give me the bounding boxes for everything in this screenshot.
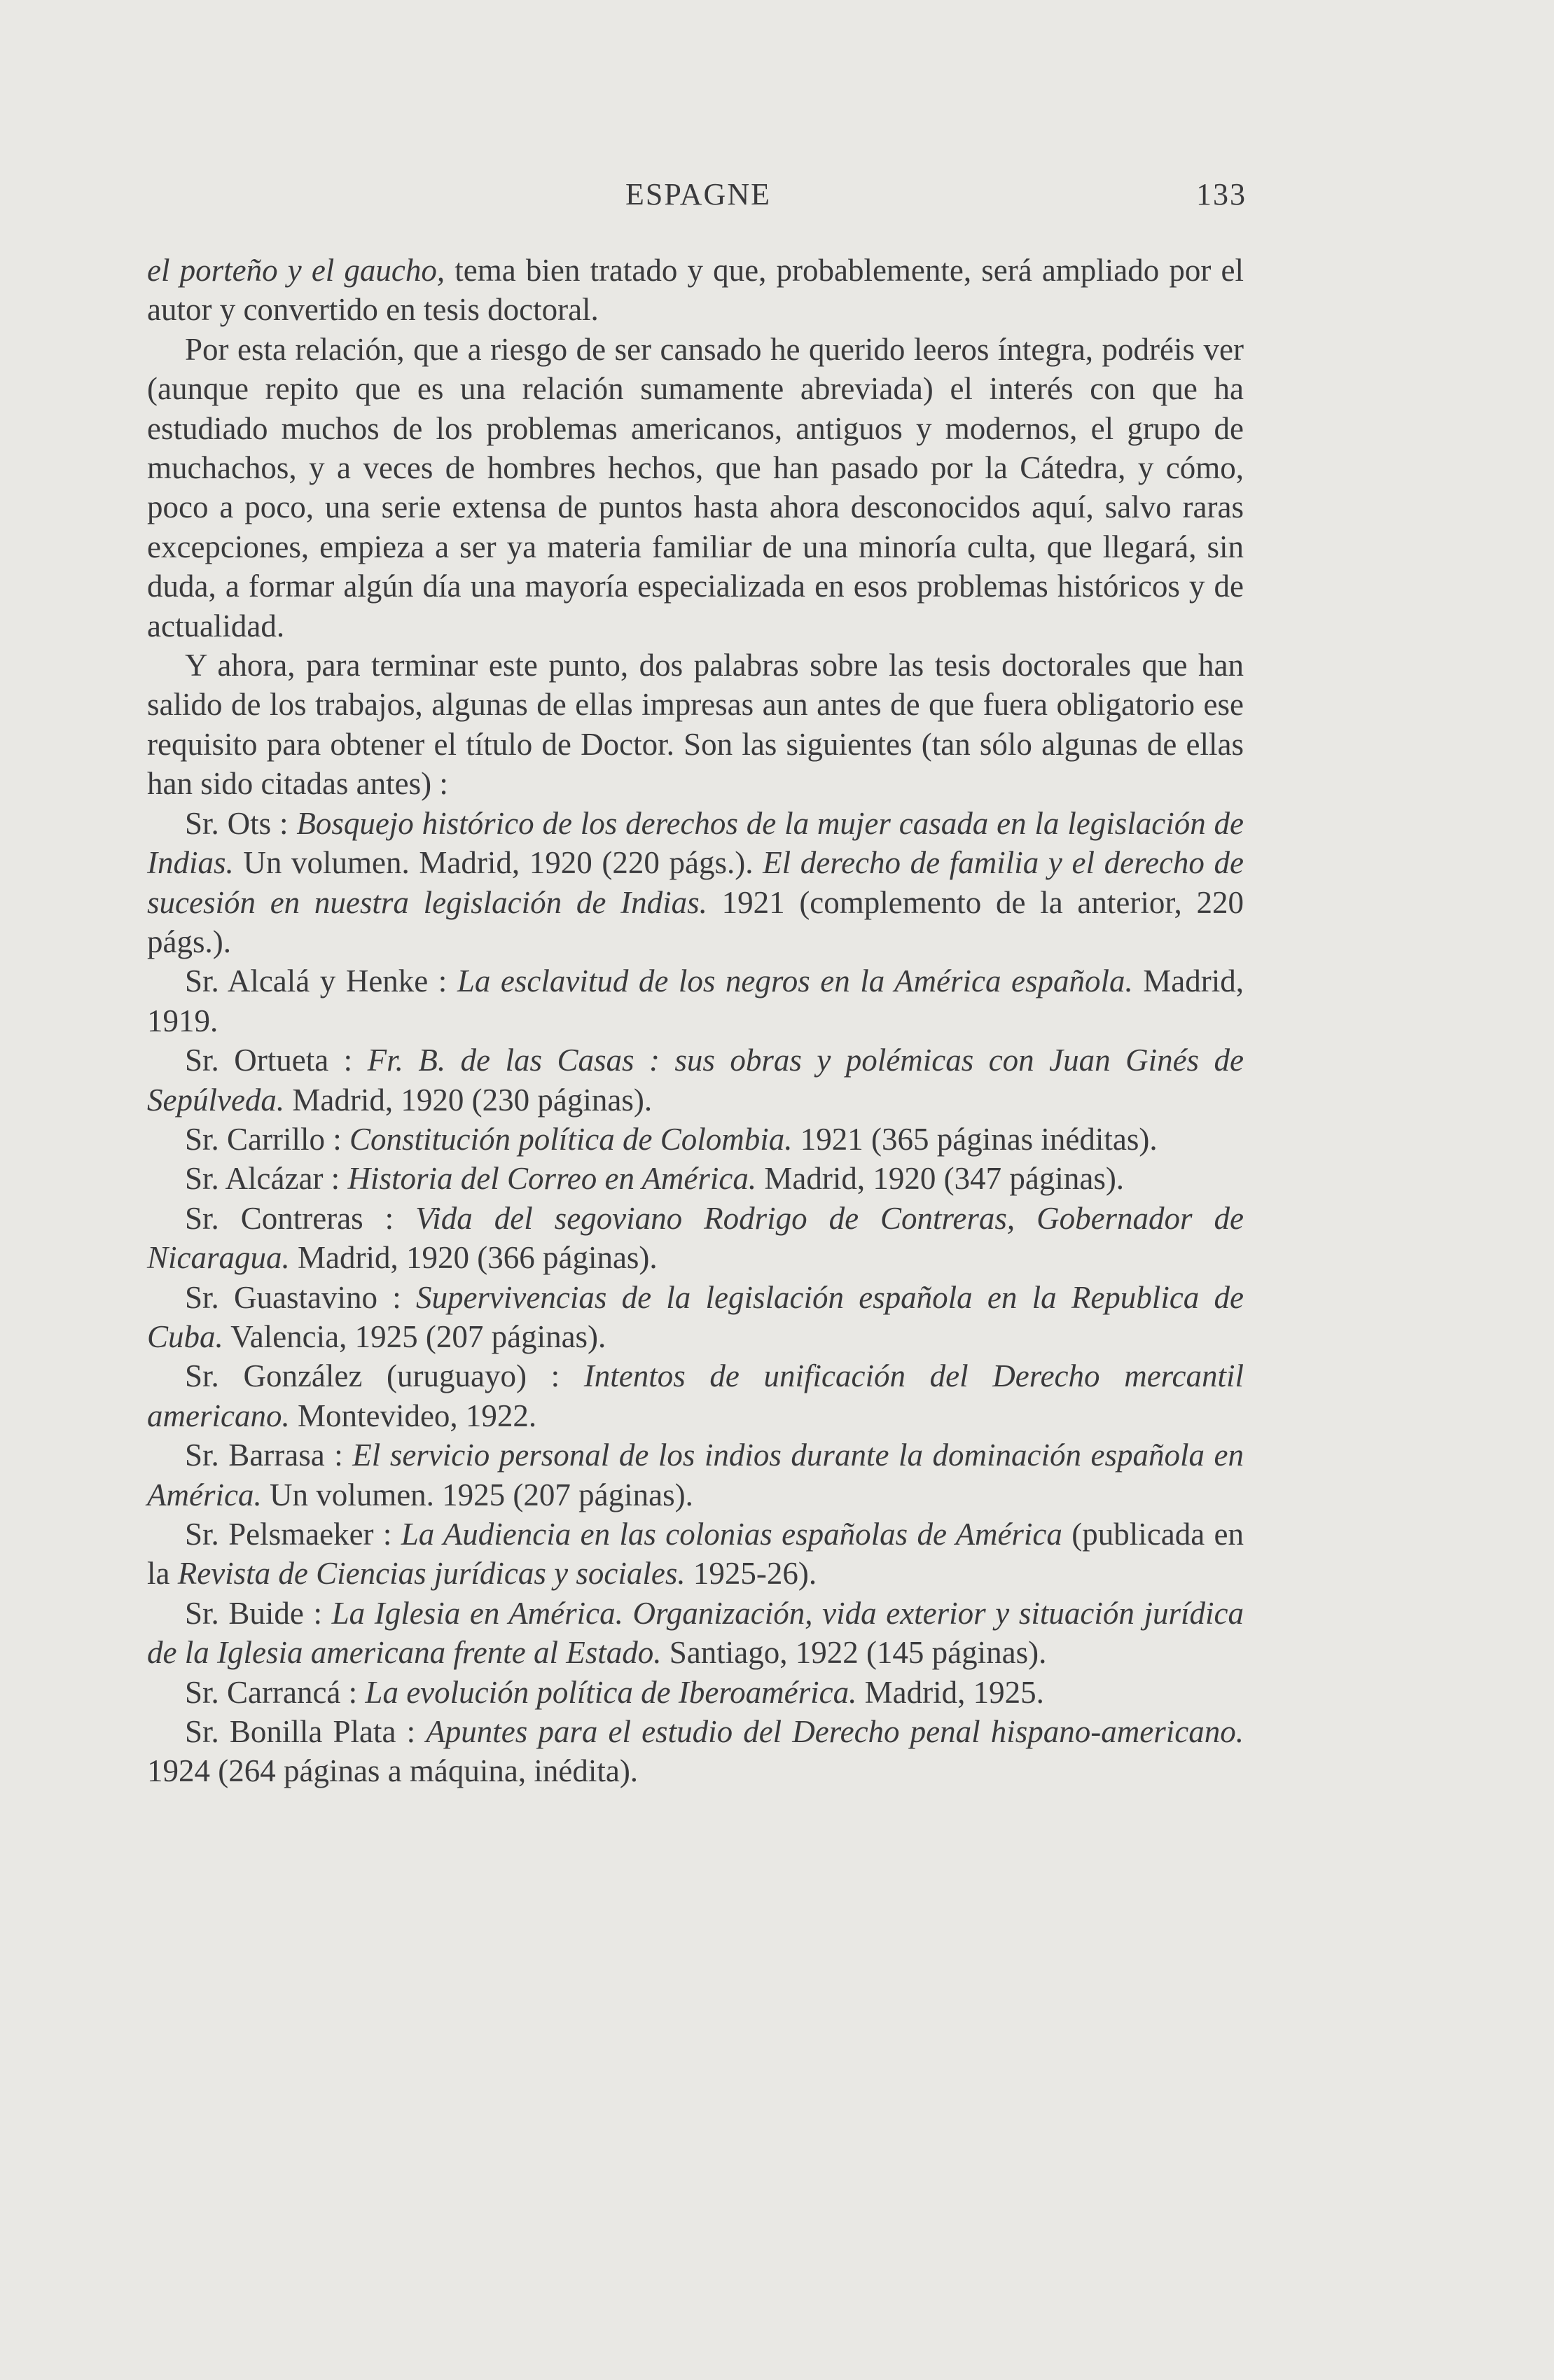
thesis-entry-guastavino: [147, 1278, 1244, 1357]
entry-details: Madrid, 1919.: [147, 963, 1244, 1038]
entry-title-2: Revista de Ciencias jurídicas y sociales.: [177, 1556, 686, 1592]
entry-details-2: 1921 (complemento de la anterior, 220 págs.).: [147, 884, 1244, 959]
entry-title: La Audiencia en las colonias españolas de América: [401, 1517, 1062, 1552]
entry-details: 1921 (365 páginas inéditas).: [792, 1121, 1158, 1157]
running-head: [150, 176, 1247, 218]
thesis-entry-carranca: [147, 1673, 1244, 1712]
entry-details: Montevideo, 1922.: [289, 1398, 537, 1433]
text-run: tema bien tratado y que, probablemente, será ampliado por el autor y convertido en tesis doctoral.: [147, 253, 1244, 328]
page-number: 133: [1196, 177, 1247, 211]
entry-author: Sr. Alcalá y Henke :: [185, 963, 457, 999]
entry-title: Apuntes para el estudio del Derecho penal hispano-americano.: [426, 1714, 1244, 1750]
paragraph: Y ahora, para terminar este punto, dos palabras sobre las tesis doctorales que han salido de los trabajos, algunas de ellas impresas aun antes de que fuera obligatorio ese requisito para obtener el título de Doctor. Son las siguientes (tan sólo algunas de ellas han sido citadas antes) :: [147, 648, 1244, 802]
entry-title: Intentos de unificación del Derecho mercantil americano.: [147, 1358, 1244, 1433]
thesis-entry-ortueta: [147, 1041, 1244, 1120]
running-head-title: ESPAGNE: [625, 177, 771, 211]
entry-author: Sr. Carrillo :: [185, 1121, 349, 1157]
entry-title: Constitución política de Colombia.: [349, 1121, 793, 1157]
entry-details: Madrid, 1920 (230 páginas).: [284, 1082, 653, 1118]
thesis-entry-alcala: [147, 961, 1244, 1041]
thesis-entry-contreras: [147, 1199, 1244, 1278]
entry-author: Sr. Carrancá :: [185, 1674, 366, 1710]
entry-title: La evolución política de Iberoamérica.: [365, 1674, 857, 1710]
entry-details-2: 1925-26).: [685, 1556, 817, 1592]
entry-title: Fr. B. de las Casas : sus obras y polémicas con Juan Ginés de Sepúlveda.: [147, 1043, 1244, 1118]
entry-title-2: El derecho de familia y el derecho de sucesión en nuestra legislación de Indias.: [147, 845, 1244, 920]
paragraph-continuation: [147, 251, 1244, 330]
thesis-entry-buide: [147, 1594, 1244, 1673]
thesis-entry-alcazar: [147, 1159, 1244, 1198]
entry-details: Un volumen. 1925 (207 páginas).: [261, 1477, 693, 1512]
entry-author: Sr. Buide :: [185, 1595, 332, 1631]
thesis-entry-barrasa: [147, 1435, 1244, 1515]
entry-title: La esclavitud de los negros en la América española.: [457, 963, 1133, 999]
thesis-entry-pelsmaeker: [147, 1515, 1244, 1594]
entry-details: Valencia, 1925 (207 páginas).: [223, 1318, 606, 1354]
entry-details: Madrid, 1920 (347 páginas).: [756, 1161, 1125, 1197]
entry-author: Sr. Alcázar :: [185, 1161, 348, 1197]
entry-details: Un volumen. Madrid, 1920 (220 págs.).: [233, 845, 763, 881]
entry-title: Vida del segoviano Rodrigo de Contreras, Gobernador de Nicaragua.: [147, 1200, 1244, 1276]
entry-author: Sr. Barrasa :: [185, 1438, 353, 1473]
entry-details: Madrid, 1925.: [856, 1674, 1044, 1710]
entry-author: Sr. González (uruguayo) :: [185, 1358, 584, 1394]
entry-title: El servicio personal de los indios durante la dominación española en América.: [147, 1438, 1244, 1512]
entry-author: Sr. Guastavino :: [185, 1279, 416, 1315]
entry-title: Historia del Correo en América.: [347, 1161, 757, 1197]
entry-author: Sr. Contreras :: [185, 1200, 416, 1236]
entry-details: (publicada en la: [147, 1517, 1244, 1592]
entry-author: Sr. Bonilla Plata :: [185, 1714, 426, 1750]
entry-title: La Iglesia en América. Organización, vida exterior y situación jurídica de la Iglesia americana frente al Estado.: [147, 1595, 1244, 1671]
entry-details: Santiago, 1922 (145 páginas).: [661, 1635, 1047, 1671]
entry-details: Madrid, 1920 (366 páginas).: [289, 1240, 658, 1276]
entry-title: Bosquejo histórico de los derechos de la mujer casada en la legislación de Indias.: [147, 805, 1244, 881]
entry-author: Sr. Pelsmaeker :: [185, 1517, 401, 1552]
italic-phrase: el porteño y el gaucho,: [147, 253, 445, 288]
thesis-entry-gonzalez: [147, 1356, 1244, 1435]
thesis-entry-ots: [147, 804, 1244, 962]
entry-title: Supervivencias de la legislación española en la Republica de Cuba.: [147, 1279, 1244, 1354]
thesis-entry-bonilla: [147, 1712, 1244, 1791]
paragraph: Por esta relación, que a riesgo de ser cansado he querido leeros íntegra, podréis ver (aunque repito que es una relación sumamente abreviada) el interés con que ha estudiado muchos de los problemas americanos, antiguos y modernos, el grupo de muchachos, y a veces de hombres hechos, que han pasado por la Cátedra, y cómo, poco a poco, una serie extensa de puntos hasta ahora desconocidos aquí, salvo raras excepciones, empieza a ser ya materia familiar de una minoría culta, que llegará, sin duda, a formar algún día una mayoría especializada en esos problemas históricos y de actualidad.: [147, 331, 1244, 643]
thesis-entry-carrillo: [147, 1120, 1244, 1159]
body-text: [147, 251, 1244, 1791]
entry-details: 1924 (264 páginas a máquina, inédita).: [147, 1753, 639, 1789]
entry-author: Sr. Ots :: [185, 805, 297, 841]
entry-author: Sr. Ortueta :: [185, 1043, 368, 1078]
